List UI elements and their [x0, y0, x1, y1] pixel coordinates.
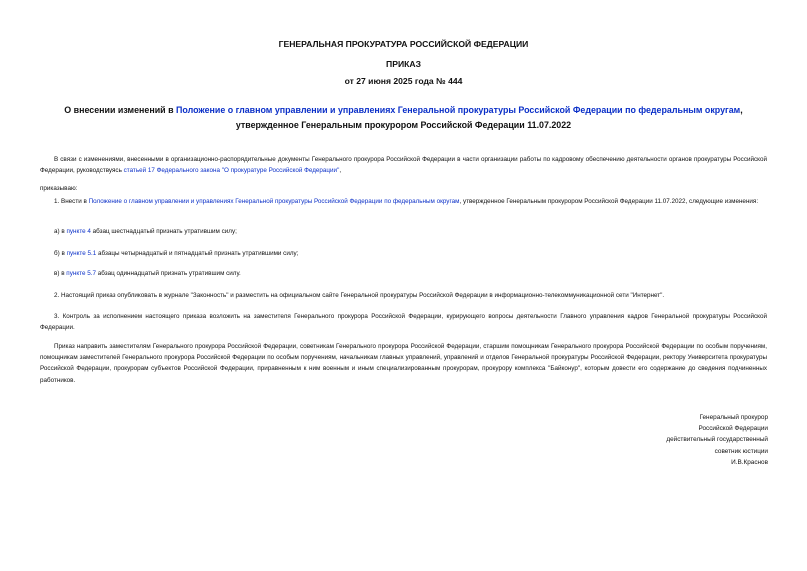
item-1-suffix: , утвержденное Генеральным прокурором Российской Федерации 11.07.2022, следующие изменения:	[459, 198, 759, 205]
document-type: ПРИКАЗ	[386, 59, 421, 69]
subitem-c-prefix: в) в	[54, 270, 67, 277]
document-date-number: от 27 июня 2025 года № 444	[344, 76, 463, 86]
point-4-link[interactable]: пункте 4	[66, 228, 91, 235]
title-regulation-link[interactable]: Положение о главном управлении и управлениях Генеральной прокуратуры Российской Федерации по федеральным округам	[176, 105, 741, 115]
subitem-b-prefix: б) в	[54, 250, 67, 257]
subitem-b	[40, 248, 767, 259]
federal-law-link[interactable]: статьей 17 Федерального закона "О прокуратуре Российской Федерации"	[123, 167, 340, 175]
subitem-a-suffix: абзац шестнадцатый признать утратившим силу;	[90, 228, 237, 235]
item-3-paragraph: 3. Контроль за исполнением настоящего приказа возложить на заместителя Генерального прокурора Российской Федерации, курирующего вопросы деятельности Главного управления кадров Генеральной прокуратуры Российской Федерации.	[40, 313, 767, 332]
subitem-a-prefix: а) в	[54, 228, 67, 235]
point-5-1-link[interactable]: пункте 5.1	[66, 250, 97, 257]
preamble-suffix: ,	[339, 167, 342, 175]
signature-block	[560, 412, 768, 468]
signature-line: Российской Федерации	[698, 425, 768, 433]
point-5-7-link[interactable]: пункте 5.7	[66, 270, 96, 277]
signature-line: действительный государственный	[666, 436, 768, 444]
subitem-a	[40, 226, 767, 237]
signature-line: советник юстиции	[714, 447, 768, 455]
title-prefix: О внесении изменений в	[64, 105, 177, 115]
subitem-c-suffix: абзац одиннадцатый признать утратившим силу.	[95, 270, 241, 277]
subitem-b-suffix: абзацы четырнадцатый и пятнадцатый признать утратившими силу;	[96, 250, 299, 257]
title-line-2: утвержденное Генеральным прокурором Российской Федерации 11.07.2022	[235, 119, 572, 130]
title-suffix: ,	[740, 105, 743, 115]
organization-heading: ГЕНЕРАЛЬНАЯ ПРОКУРАТУРА РОССИЙСКОЙ ФЕДЕРАЦИИ	[278, 39, 529, 49]
item-1-regulation-link[interactable]: Положение о главном управлении и управлениях Генеральной прокуратуры Российской Федерации по федеральным округам	[88, 198, 460, 205]
document-title	[0, 103, 807, 132]
item-1-prefix: 1. Внести в	[54, 198, 89, 205]
preamble-text: В связи с изменениями, внесенными в организационно-распорядительные документы Генерального прокурора Российской Федерации в части организации работы по кадровому обеспечению деятельности органов прокуратуры Российской Федерации, руководствуясь	[40, 156, 767, 175]
preamble-paragraph	[40, 154, 767, 176]
subitem-c	[40, 268, 767, 279]
signature-line: Генеральный прокурор	[699, 414, 768, 421]
order-word: приказываю:	[40, 185, 78, 192]
item-2-paragraph: 2. Настоящий приказ опубликовать в журнале "Законность" и разместить на официальном сайте Генеральной прокуратуры Российской Федерации в информационно-телекоммуникационной сети "Интернет".	[54, 292, 665, 299]
title-line-1	[0, 103, 807, 118]
distribution-paragraph: Приказ направить заместителям Генерального прокурора Российской Федерации, советникам Генерального прокурора Российской Федерации, старшим помощникам Генерального прокурора Российской Федерации по особым поручениям, помощникам заместителей Генерального прокурора Российской Федерации по особым поручениям, начальникам главных управлений, управлений и отделов Генеральной прокуратуры Российской Федерации, ректору Университета прокуратуры Российской Федерации, прокурорам субъектов Российской Федерации, приравненным к ним военным и иным специализированным прокурорам, прокурору комплекса "Байконур", которым довести его содержание до сведения подчиненных работников.	[40, 343, 767, 384]
signatory-name: И.В.Краснов	[731, 458, 768, 466]
item-1-paragraph	[40, 196, 767, 207]
